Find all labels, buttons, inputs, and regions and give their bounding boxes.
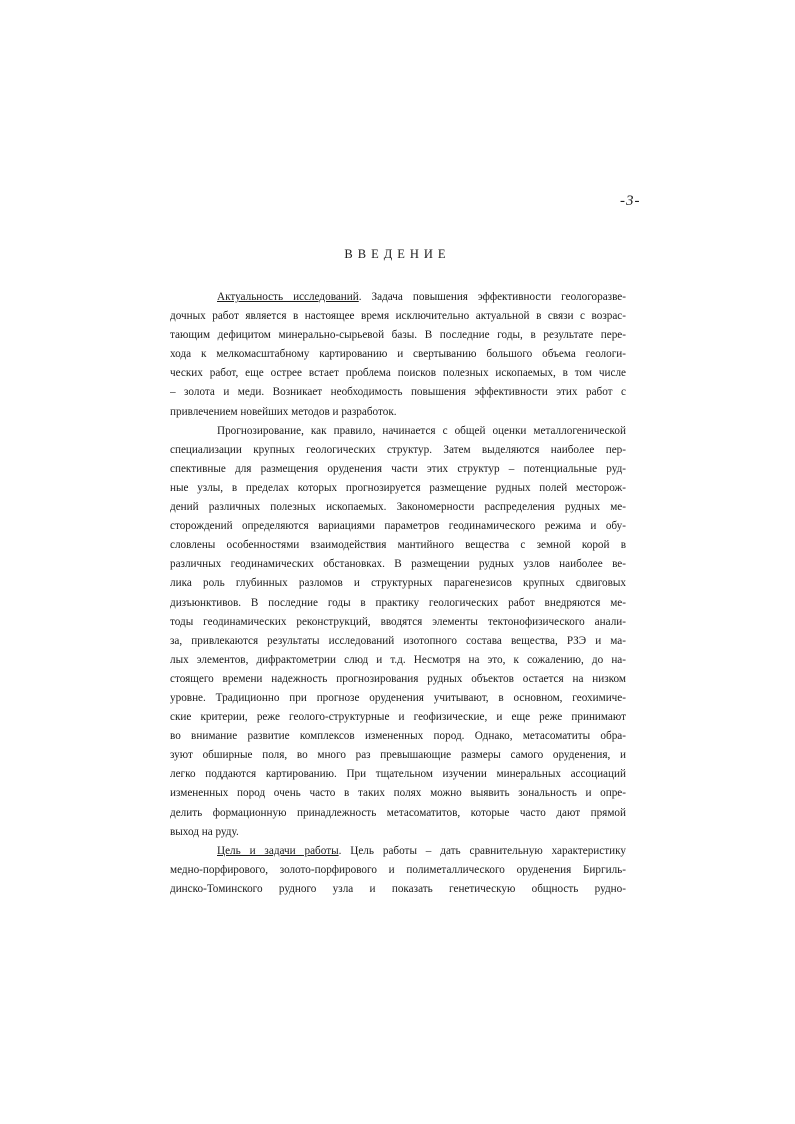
paragraph-first-line: Актуальность исследований. Задача повышения эффективности геологоразве- xyxy=(217,291,626,303)
document-body xyxy=(170,288,626,899)
text-line: дизъюнктивов. В последние годы в практику геологических работ внедряются ме- xyxy=(170,596,626,609)
text-line: ные узлы, в пределах которых прогнозируется размещение рудных полей месторож- xyxy=(170,481,626,494)
text-line: ческих работ, еще острее встает проблема поисков полезных ископаемых, в том числе xyxy=(170,367,626,380)
text-line: спективные для размещения оруденения части этих структур – потенциальные руд- xyxy=(170,462,626,475)
text-line: динско-Томинского рудного узла и показать генетическую общность рудно- xyxy=(170,882,626,895)
text-line: словлены особенностями взаимодействия мантийного вещества с земной корой в xyxy=(170,539,626,552)
text-line: легко поддаются картированию. При тщательном изучении минеральных ассоциаций xyxy=(170,768,626,781)
text-line: лика роль глубинных разломов и структурных парагенезисов крупных сдвиговых xyxy=(170,577,626,590)
paragraph-first-line: Прогнозирование, как правило, начинается с общей оценки металлогенической xyxy=(217,424,626,437)
text-line: измененных пород очень часто в таких полях можно выявить зональность и опре- xyxy=(170,787,626,800)
text-line: хода к мелкомасштабному картированию и свертыванию большого объема геологи- xyxy=(170,348,626,361)
text-line: ские критерии, реже геолого-структурные и геофизические, и еще реже принимают xyxy=(170,711,626,724)
text-line: за, привлекаются результаты исследований изотопного состава вещества, РЗЭ и ма- xyxy=(170,634,626,647)
text-line: привлечением новейших методов и разработок. xyxy=(170,405,397,418)
text-line: тающим дефицитом минерально-сырьевой базы. В последние годы, в результате пере- xyxy=(170,329,626,342)
text-line: делить формационную принадлежность метасоматитов, которые часто дают прямой xyxy=(170,806,626,819)
paragraph-relevance xyxy=(170,288,626,422)
text-line: тоды геодинамических реконструкций, вводятся элементы тектонофизического анали- xyxy=(170,615,626,628)
section-lead-relevance: Актуальность исследований xyxy=(217,291,359,303)
text-line: специализации крупных геологических структур. Затем выделяются наиболее пер- xyxy=(170,443,626,456)
page-number: -3- xyxy=(620,193,641,209)
text-line: дочных работ является в настоящее время исключительно актуальной в связи с возрас- xyxy=(170,310,626,323)
text-line: – золота и меди. Возникает необходимость повышения эффективности этих работ с xyxy=(170,386,626,399)
paragraph-first-line: Цель и задачи работы. Цель работы – дать сравнительную характеристику xyxy=(217,844,626,857)
text-line: уровне. Традиционно при прогнозе оруденения учитывают, в основном, геохимиче- xyxy=(170,691,626,704)
text-line: во внимание развитие комплексов измененных пород. Однако, метасоматиты обра- xyxy=(170,730,626,743)
page-title: ВВЕДЕНИЕ xyxy=(344,247,451,261)
text-line: лых элементов, дифрактометрии слюд и т.д. Несмотря на это, к сожалению, до на- xyxy=(170,653,626,666)
text-line: различных геодинамических обстановках. В размещении рудных узлов наиболее ве- xyxy=(170,558,626,571)
text-line: зуют обширные поля, во много раз превышающие размеры самого оруденения, и xyxy=(170,749,626,762)
text-line: стоящего времени надежность прогнозирования рудных объектов остается на низком xyxy=(170,672,626,685)
text-line: выход на руду. xyxy=(170,825,239,838)
text-line: медно-порфирового, золото-порфирового и полиметаллического оруденения Биргиль- xyxy=(170,863,626,876)
paragraph-forecasting xyxy=(170,422,626,842)
text-line: дений различных полезных ископаемых. Закономерности распределения рудных ме- xyxy=(170,501,626,514)
text-line: сторождений определяются вариациями параметров геодинамического режима и обу- xyxy=(170,520,626,533)
paragraph-goals xyxy=(170,842,626,899)
section-lead-goals: Цель и задачи работы xyxy=(217,844,339,857)
